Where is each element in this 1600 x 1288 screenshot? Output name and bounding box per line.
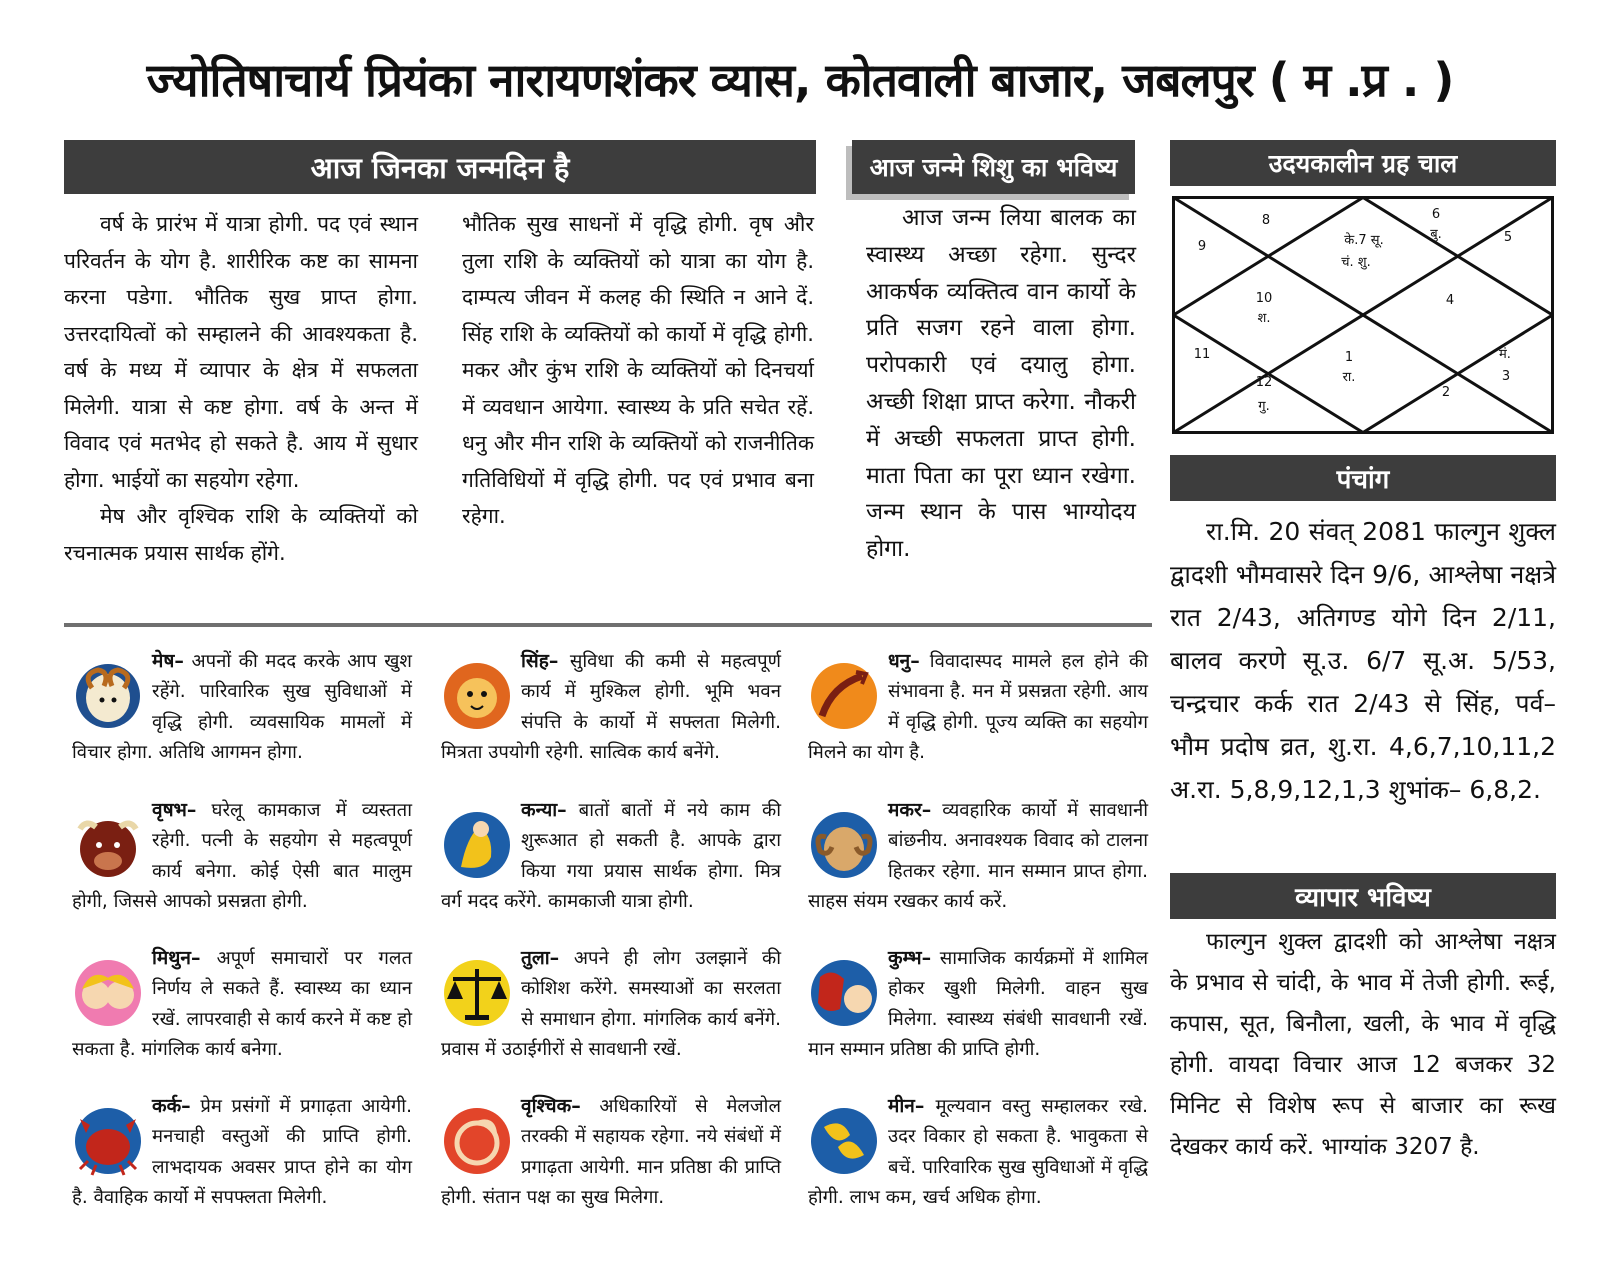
aries-icon	[72, 658, 144, 734]
sign-name: धनु–	[888, 650, 920, 672]
sign-text: सुविधा की कमी से महत्वपूर्ण कार्य में मुश्किल होगी. भूमि भवन संपत्ति के कार्यो में सफ्लता मिलेगी. मित्रता उपयोगी रहेगी. सात्विक कार्य बनेंगे.	[441, 651, 781, 763]
house-6-planets: बु.	[1430, 227, 1442, 242]
sign-text: अपने ही लोग उलझानें की कोशिश करेंगे. समस्याओं का सरलता से समाधान होगा. मांगलिक कार्य बनेंगे. प्रवास में उठाईगीरों से सावधानी रखें.	[441, 948, 781, 1060]
house-7-planets-a: के.7 सू.	[1344, 233, 1384, 248]
sign-kanya	[441, 795, 781, 943]
sign-text: अधिकारियों से मेलजोल तरक्की में सहायक रहेगा. नये संबंधों में प्रगाढ़ता आयेगी. मान प्रतिष्ठा की प्राप्ति होगी. संतान पक्ष का सुख मिलेगा.	[441, 1096, 781, 1208]
sign-text: व्यवहारिक कार्यो में सावधानी बांछनीय. अनावश्यक विवाद को टालना हितकर रहेगा. मान सम्मान प्राप्त होगा. साहस संयम रखकर कार्य करें.	[808, 800, 1148, 912]
sign-name: कर्क–	[152, 1095, 191, 1117]
sign-text: घरेलू कामकाज में व्यस्तता रहेगी. पत्नी के सहयोग से महत्वपूर्ण कार्य बनेगा. कोई ऐसी बात मालुम होगी, जिससे आपको प्रसन्नता होगी.	[72, 800, 412, 912]
house-9: 9	[1197, 239, 1207, 254]
sign-name: कुम्भ–	[888, 947, 932, 969]
panchang-section-title: पंचांग	[1170, 455, 1556, 501]
zodiac-column-2	[441, 646, 781, 1241]
leo-icon	[441, 658, 513, 734]
child-forecast-text: आज जन्म लिया बालक का स्वास्थ्य अच्छा रहेगा. सुन्दर आकर्षक व्यक्तित्व वान कार्यो के प्रति सजग रहने वाला होगा. परोपकारी एवं दयालु होगा. अच्छी शिक्षा प्राप्त करेगा. नौकरी में अच्छी सफलता प्राप्त होगी. माता पिता का पूरा ध्यान रखेगा. जन्म स्थान के पास भाग्योदय होगा.	[866, 205, 1136, 563]
sign-name: मेष–	[152, 650, 184, 672]
house-3: 3	[1501, 369, 1511, 384]
house-12-planets: गु.	[1258, 399, 1270, 414]
birthday-paragraph: मेष और वृश्चिक राशि के व्यक्तियों को रचनात्मक प्रयास सार्थक होंगे.	[64, 504, 418, 565]
house-11: 11	[1193, 347, 1211, 362]
planet-chart	[1172, 196, 1554, 434]
house-5: 5	[1503, 230, 1513, 245]
sign-mesh	[72, 646, 412, 795]
capricorn-icon	[808, 807, 880, 883]
house-8: 8	[1261, 213, 1271, 228]
panchang-text: रा.मि. 20 संवत् 2081 फाल्गुन शुक्ल द्वादशी भौमवासरे दिन 9/6, आश्लेषा नक्षत्रे रात 2/43, अतिगण्ड योगे दिन 2/11, बालव करणे सू.उ. 6/7 सू.अ. 5/53, चन्द्रचार कर्क रात 2/43 से सिंह, पर्व– भौम प्रदोष व्रत, शु.रा. 4,6,7,10,11,2 अ.रा. 5,8,9,12,1,3 शुभांक– 6,8,2.	[1170, 517, 1556, 804]
house-1: 1	[1344, 350, 1354, 365]
sign-text: विवादास्पद मामले हल होने की संभावना है. मन में प्रसन्नता रहेगी. आय में वृद्धि होगी. पूज्य व्यक्ति का सहयोग मिलने का योग है.	[808, 651, 1149, 763]
zodiac-column-3	[808, 646, 1148, 1241]
sign-name: तुला–	[521, 947, 560, 969]
masthead-title: ज्योतिषाचार्य प्रियंका नारायणशंकर व्यास, कोतवाली बाजार, जबलपुर ( म .प्र . )	[146, 53, 1454, 107]
sign-text: सामाजिक कार्यक्रमों में शामिल होकर खुशी मिलेगी. वाहन सुख मिलेगा. स्वास्थ्य संबंधी सावधानी रखें. मान सम्मान प्रतिष्ठा की प्राप्ति होगी.	[808, 948, 1148, 1060]
sign-vrishchik	[441, 1091, 781, 1241]
sign-name: मकर–	[888, 799, 932, 821]
sign-text: बातों बातों में नये काम की शुरूआत हो सकती है. आपके द्वारा किया गया प्रयास सार्थक होगा. मित्र वर्ग मदद करेंगे. कामकाजी यात्रा होगी.	[441, 800, 781, 912]
sign-name: मिथुन–	[152, 947, 201, 969]
sign-name: सिंह–	[521, 650, 559, 672]
child-forecast	[866, 200, 1136, 568]
child-section-title: आज जन्मे शिशु का भविष्य	[852, 140, 1135, 194]
house-12: 12	[1255, 375, 1273, 390]
sign-text: अपूर्ण समाचारों पर गलत निर्णय ले सकते हैं. स्वास्थ्य का ध्यान रखें. लापरवाही से कार्य करने में कष्ट हो सकता है. मांगलिक कार्य बनेगा.	[72, 948, 412, 1060]
sign-text: अपनों की मदद करके आप खुश रहेंगे. पारिवारिक सुख सुविधाओं में वृद्धि होगी. व्यवसायिक मामलों में विचार होगा. अतिथि आगमन होगा.	[72, 651, 412, 763]
scorpio-icon	[441, 1103, 513, 1179]
trade-text: फाल्गुन शुक्ल द्वादशी को आश्लेषा नक्षत्र के प्रभाव से चांदी, के भाव में तेजी होगी. रूई, कपास, सूत, बिनौला, खली, के भाव में वृद्धि होगी. वायदा विचार आज 12 बजकर 32 मिनिट से विशेष रूप से बाजार का रूख देखकर कार्य करें. भाग्यांक 3207 है.	[1170, 929, 1556, 1160]
aquarius-icon	[808, 955, 880, 1031]
house-4: 4	[1445, 293, 1455, 308]
virgo-icon	[441, 807, 513, 883]
panchang-text-block	[1170, 510, 1556, 811]
sign-dhanu	[808, 646, 1148, 795]
sign-text: मूल्यवान वस्तु सम्हालकर रखे. उदर विकार हो सकता है. भावुकता से बचें. पारिवारिक सुख सुविधाओं में वृद्धि होगी. लाभ कम, खर्च अधिक होगा.	[808, 1096, 1148, 1208]
birthday-column-1	[64, 206, 418, 571]
planet-section-title: उदयकालीन ग्रह चाल	[1170, 140, 1556, 186]
taurus-icon	[72, 807, 144, 883]
sign-name: मीन–	[888, 1095, 925, 1117]
sign-text: प्रेम प्रसंगों में प्रगाढ़ता आयेगी. मनचाही वस्तुओं की प्राप्ति होगी. लाभदायक अवसर प्राप्त होने का योग है. वैवाहिक कार्यो में सपफ्लता मिलेगी.	[72, 1096, 412, 1208]
gemini-icon	[72, 955, 144, 1031]
sign-meen	[808, 1091, 1148, 1241]
house-3-planets: मं.	[1499, 347, 1511, 362]
sign-name: कन्या–	[521, 799, 567, 821]
house-6: 6	[1431, 207, 1441, 222]
sign-vrishabh	[72, 795, 412, 943]
pisces-icon	[808, 1103, 880, 1179]
house-2: 2	[1441, 385, 1451, 400]
house-1-planets: रा.	[1342, 370, 1356, 385]
sign-kumbh	[808, 943, 1148, 1091]
zodiac-column-1	[72, 646, 412, 1241]
libra-icon	[441, 955, 513, 1031]
birthday-paragraph: वर्ष के प्रारंभ में यात्रा होगी. पद एवं स्थान परिवर्तन के योग है. शारीरिक कष्ट का सामना करना पडेगा. भौतिक सुख प्राप्त होगा. उत्तरदायित्वों को सम्हालने की आवश्यकता है. वर्ष के मध्य में व्यापार के क्षेत्र में सफलता मिलेगी. यात्रा से कष्ट होगा. वर्ष के अन्त में विवाद एवं मतभेद हो सकते है. आय में सुधार होगा. भाईयों का सहयोग रहेगा.	[64, 212, 418, 492]
sagittarius-icon	[808, 658, 880, 734]
section-divider	[64, 623, 1152, 627]
house-10-planets: श.	[1257, 311, 1271, 326]
sign-mithun	[72, 943, 412, 1091]
sign-singh	[441, 646, 781, 795]
birthday-section-title: आज जिनका जन्मदिन है	[64, 140, 816, 194]
trade-section-title: व्यापार भविष्य	[1170, 873, 1556, 919]
sign-name: वृषभ–	[152, 799, 197, 821]
birthday-paragraph: भौतिक सुख साधनों में वृद्धि होगी. वृष और तुला राशि के व्यक्तियों को यात्रा का योग है. दाम्पत्य जीवन में कलह की स्थिति न आने दें. सिंह राशि के व्यक्तियों को कार्यो में वृद्धि होगी. मकर और कुंभ राशि के व्यक्तियों को दिनचर्या में व्यवधान आयेगा. स्वास्थ्य के प्रति सचेत रहें. धनु और मीन राशि के व्यक्तियों को राजनीतिक गतिविधियों में वृद्धि होगी. पद एवं प्रभाव बना रहेगा.	[462, 212, 814, 528]
house-7-planets-b: चं. शु.	[1341, 255, 1371, 270]
sign-makar	[808, 795, 1148, 943]
sign-kark	[72, 1091, 412, 1241]
cancer-icon	[72, 1103, 144, 1179]
trade-text-block	[1170, 922, 1556, 1168]
birthday-column-2	[462, 206, 814, 535]
house-10: 10	[1255, 291, 1273, 306]
sign-tula	[441, 943, 781, 1091]
sign-name: वृश्चिक–	[521, 1095, 581, 1117]
